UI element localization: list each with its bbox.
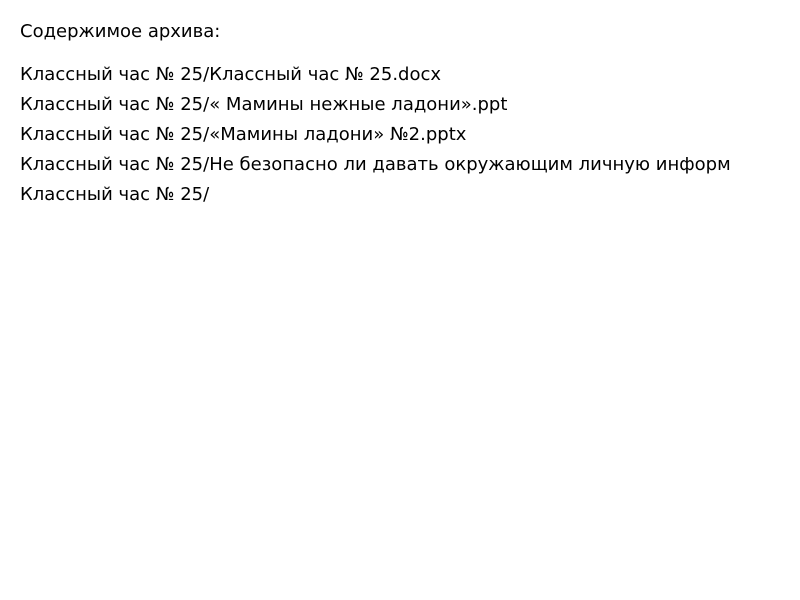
archive-file-entry[interactable]: Классный час № 25/« Мамины нежные ладони».ppt (20, 94, 508, 115)
archive-contents-title: Содержимое архива: (20, 21, 221, 42)
archive-folder-entry[interactable]: Классный час № 25/ (20, 184, 210, 205)
archive-file-entry[interactable]: Классный час № 25/«Мамины ладони» №2.pptx (20, 124, 467, 145)
archive-file-list (20, 60, 800, 210)
archive-file-entry[interactable]: Классный час № 25/Классный час № 25.docx (20, 64, 442, 85)
archive-file-entry[interactable]: Классный час № 25/Не безопасно ли давать окружающим личную информ (20, 154, 731, 175)
